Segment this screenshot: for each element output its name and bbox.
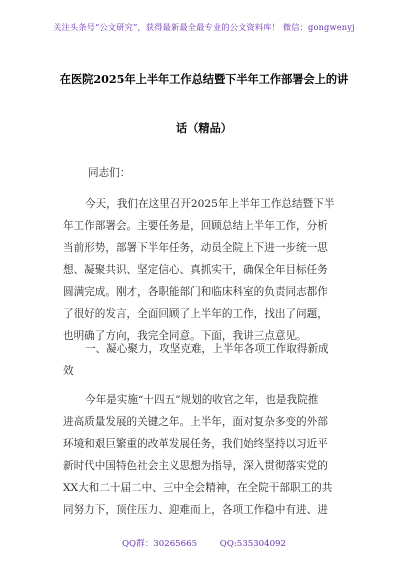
paragraph-line: 也明确了方向，我完全同意。下面，我讲三点意见。 bbox=[63, 330, 307, 342]
paragraph-line: 当前形势，部署下半年任务，动员全院上下进一步统一思 bbox=[63, 242, 328, 254]
paragraph-2 bbox=[63, 389, 346, 521]
heading-line: 效 bbox=[63, 365, 74, 377]
paragraph-line: 圆满完成。刚才，各职能部门和临床科室的负责同志都作 bbox=[63, 286, 328, 298]
header-banner: 关注头条号“公文研究”，获得最新最全最专业的公文资料库！ 微信：gongwenyj bbox=[53, 22, 355, 32]
paragraph-line: 今年是实施“十四五”规划的收官之年，也是我院推 bbox=[85, 394, 319, 406]
section-heading-1 bbox=[63, 338, 346, 382]
paragraph-line: 年工作部署会。主要任务是，回顾总结上半年工作，分析 bbox=[63, 220, 328, 232]
paragraph-line: 新时代中国特色社会主义思想为指导，深入贯彻落实党的 bbox=[63, 460, 328, 472]
qq-label: QQ:535304092 bbox=[219, 539, 286, 549]
heading-line: 一、凝心聚力，攻坚克难，上半年各项工作取得新成 bbox=[85, 343, 329, 355]
paragraph-line: 同努力下，顶住压力、迎难而上，各项工作稳中有进、进 bbox=[63, 504, 328, 516]
paragraph-line: 进高质量发展的关键之年。上半年，面对复杂多变的外部 bbox=[63, 416, 328, 428]
paragraph-line: 了很好的发言，全面回顾了上半年的工作，找出了问题， bbox=[63, 308, 328, 320]
paragraph-line: 今天，我们在这里召开2025年上半年工作总结暨下半 bbox=[85, 198, 335, 210]
document-title-line-2: 话（精品） bbox=[176, 121, 232, 135]
paragraph-1 bbox=[63, 193, 346, 347]
paragraph-line: 环境和艰巨繁重的改革发展任务，我们始终坚持以习近平 bbox=[63, 438, 328, 450]
qq-group-label: QQ群：30265665 bbox=[122, 539, 198, 549]
footer bbox=[0, 537, 408, 549]
salutation: 同志们： bbox=[88, 167, 131, 179]
paragraph-line: XX大和二十届二中、三中全会精神，在全院干部职工的共 bbox=[63, 482, 333, 494]
document-title-line-1: 在医院2025年上半年工作总结暨下半年工作部署会上的讲 bbox=[59, 72, 349, 86]
paragraph-line: 想、凝聚共识、坚定信心、真抓实干，确保全年目标任务 bbox=[63, 264, 328, 276]
